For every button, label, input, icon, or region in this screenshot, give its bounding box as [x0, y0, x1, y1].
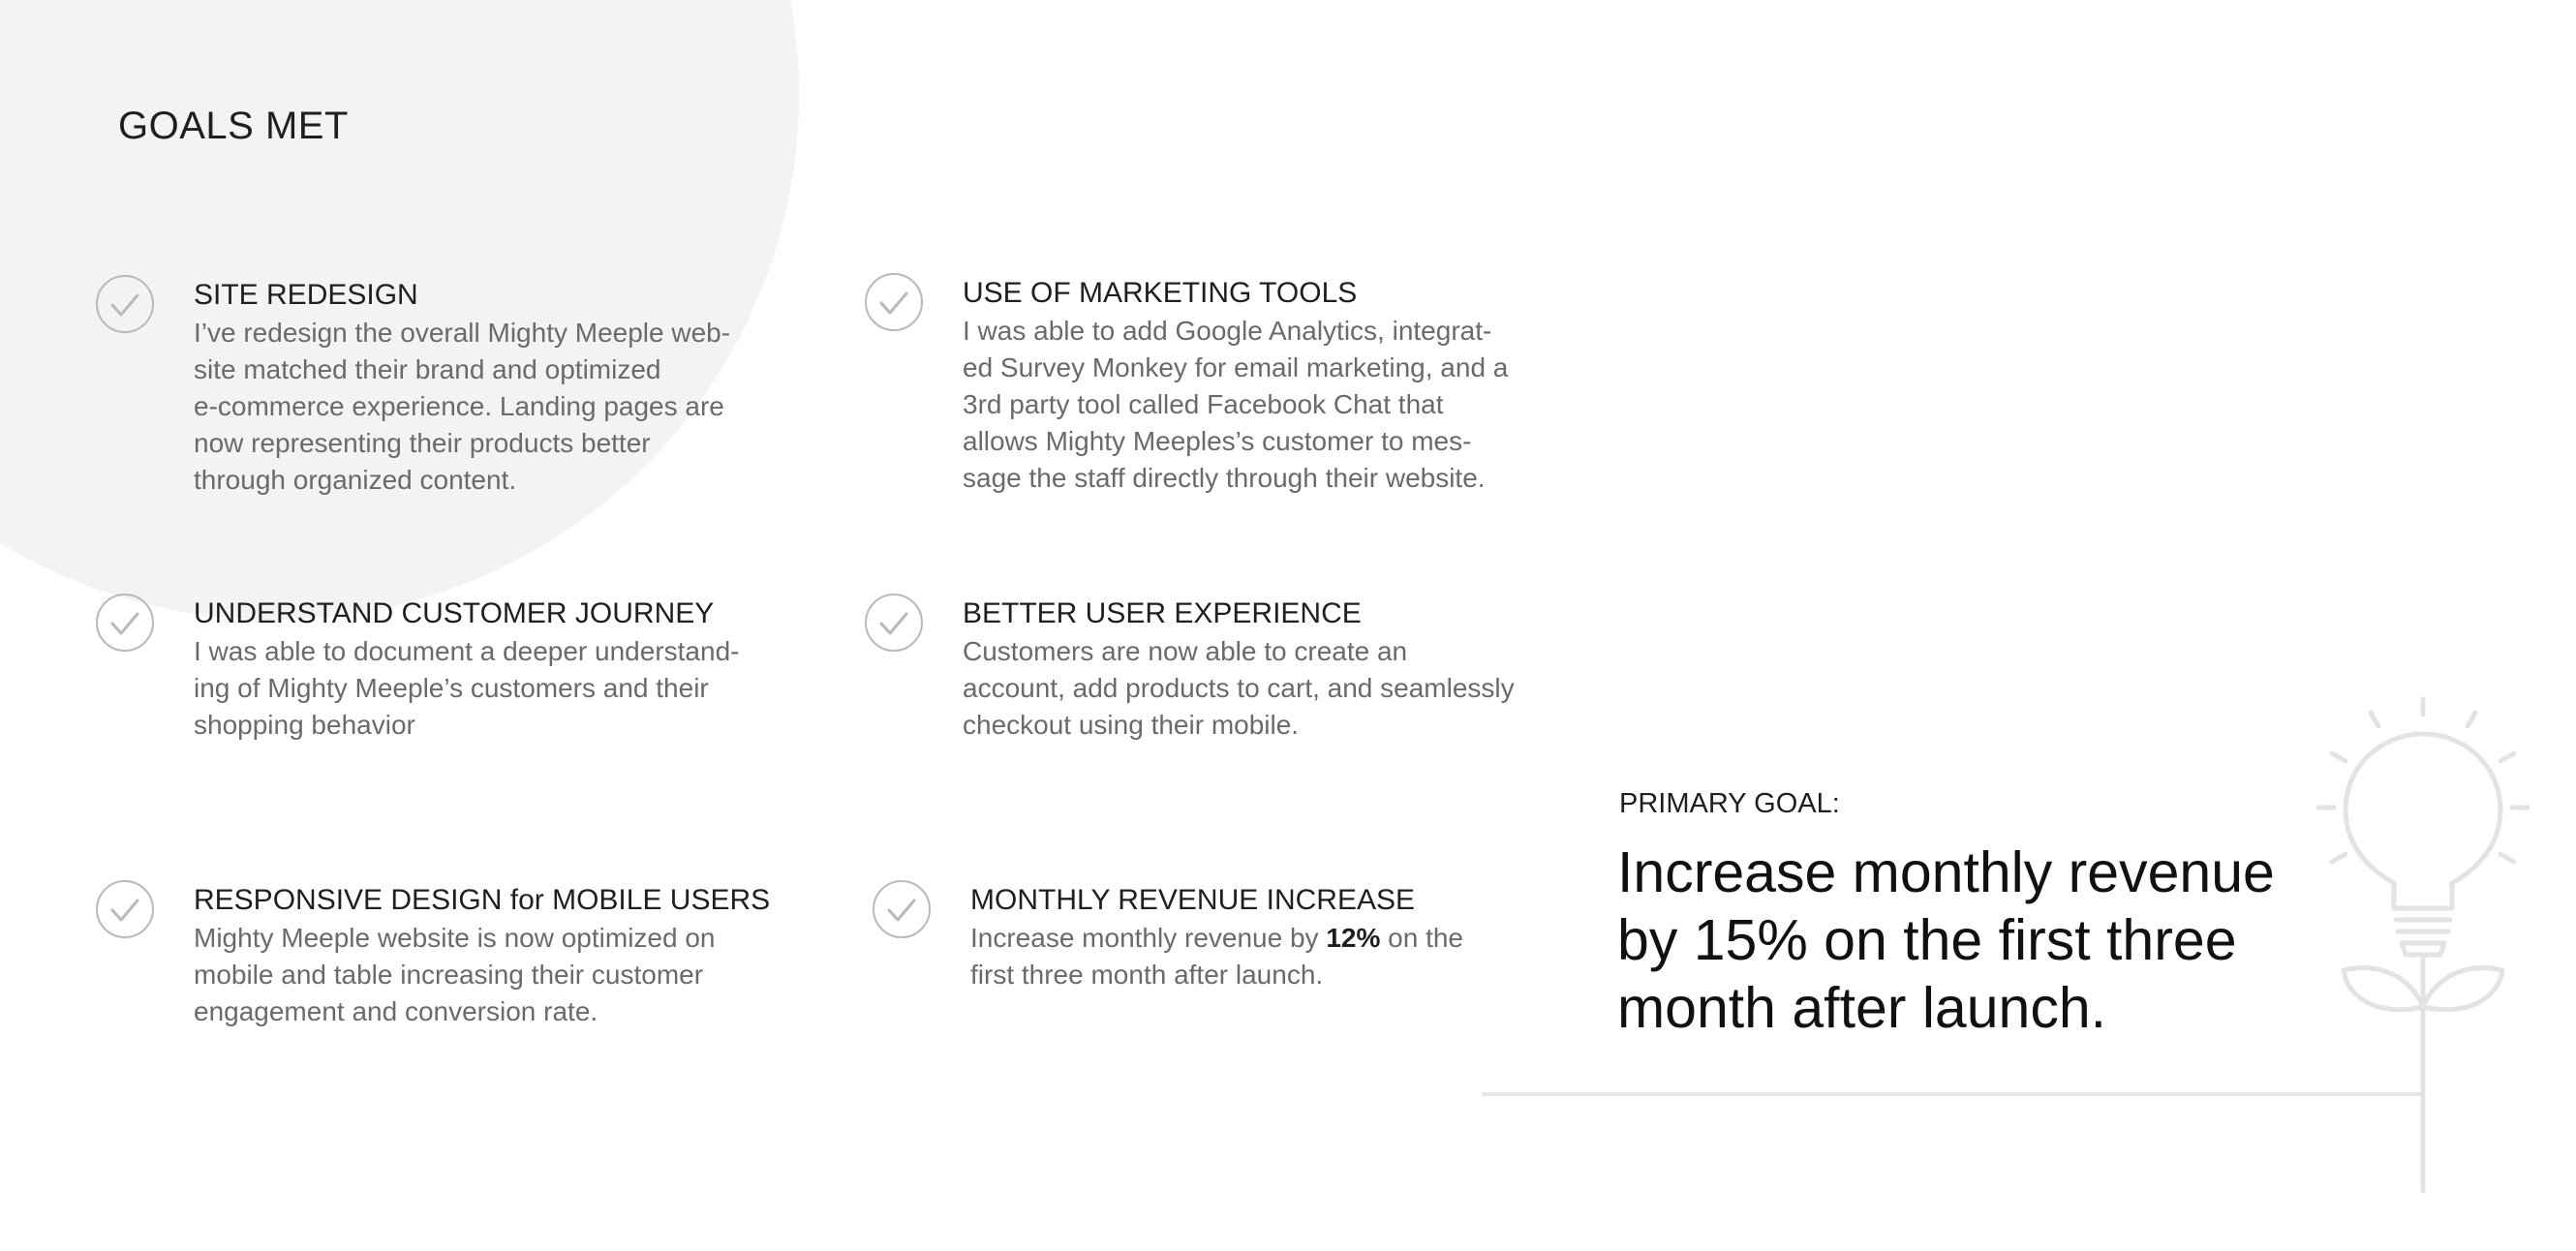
- check-circle-icon: [864, 593, 924, 653]
- check-circle-icon: [95, 593, 155, 653]
- check-circle-icon: [864, 272, 924, 332]
- goal-monthly-revenue: [970, 881, 1571, 993]
- check-circle-icon: [872, 879, 932, 939]
- goal-description: Increase monthly revenue by 12% on the first three month after launch.: [970, 923, 1463, 990]
- goal-description: I was able to add Google Analytics, integrat- ed Survey Monkey for email marketing, and a 3rd party tool called Facebook Chat that allows Mighty Meeples’s customer to mes- sage the staff directly through their website.: [963, 316, 1509, 493]
- revenue-percent: 12%: [1326, 923, 1381, 953]
- primary-goal-label: PRIMARY GOAL:: [1619, 788, 1840, 819]
- goal-heading: USE OF MARKETING TOOLS: [963, 277, 1358, 309]
- goal-heading: UNDERSTAND CUSTOMER JOURNEY: [194, 597, 715, 629]
- goal-marketing-tools: [963, 274, 1563, 497]
- divider-line: [1482, 1092, 2421, 1096]
- goal-responsive-design: [194, 881, 794, 1030]
- goal-heading: BETTER USER EXPERIENCE: [963, 597, 1362, 629]
- primary-goal-text: Increase monthly revenue by 15% on the first three month after launch.: [1617, 840, 2275, 1040]
- goal-description: I’ve redesign the overall Mighty Meeple web- site matched their brand and optimized e-commerce experience. Landing pages are now representing their products better through organized content.: [194, 318, 731, 495]
- goal-description: Mighty Meeple website is now optimized on mobile and table increasing their customer engagement and conversion rate.: [194, 923, 716, 1026]
- goal-site-redesign: [194, 276, 794, 499]
- check-circle-icon: [95, 879, 155, 939]
- goal-heading: RESPONSIVE DESIGN for MOBILE USERS: [194, 884, 771, 916]
- lightbulb-plant-icon: [2305, 687, 2557, 1201]
- goal-customer-journey: [194, 595, 794, 744]
- goal-description: Customers are now able to create an account, add products to cart, and seamlessly checkout using their mobile.: [963, 636, 1515, 740]
- page-title: GOALS MET: [118, 105, 349, 147]
- goal-description: I was able to document a deeper understand- ing of Mighty Meeple’s customers and their shopping behavior: [194, 636, 740, 740]
- goal-heading: SITE REDESIGN: [194, 279, 418, 311]
- goal-heading: MONTHLY REVENUE INCREASE: [970, 884, 1415, 916]
- check-circle-icon: [95, 274, 155, 334]
- goal-user-experience: [963, 595, 1563, 744]
